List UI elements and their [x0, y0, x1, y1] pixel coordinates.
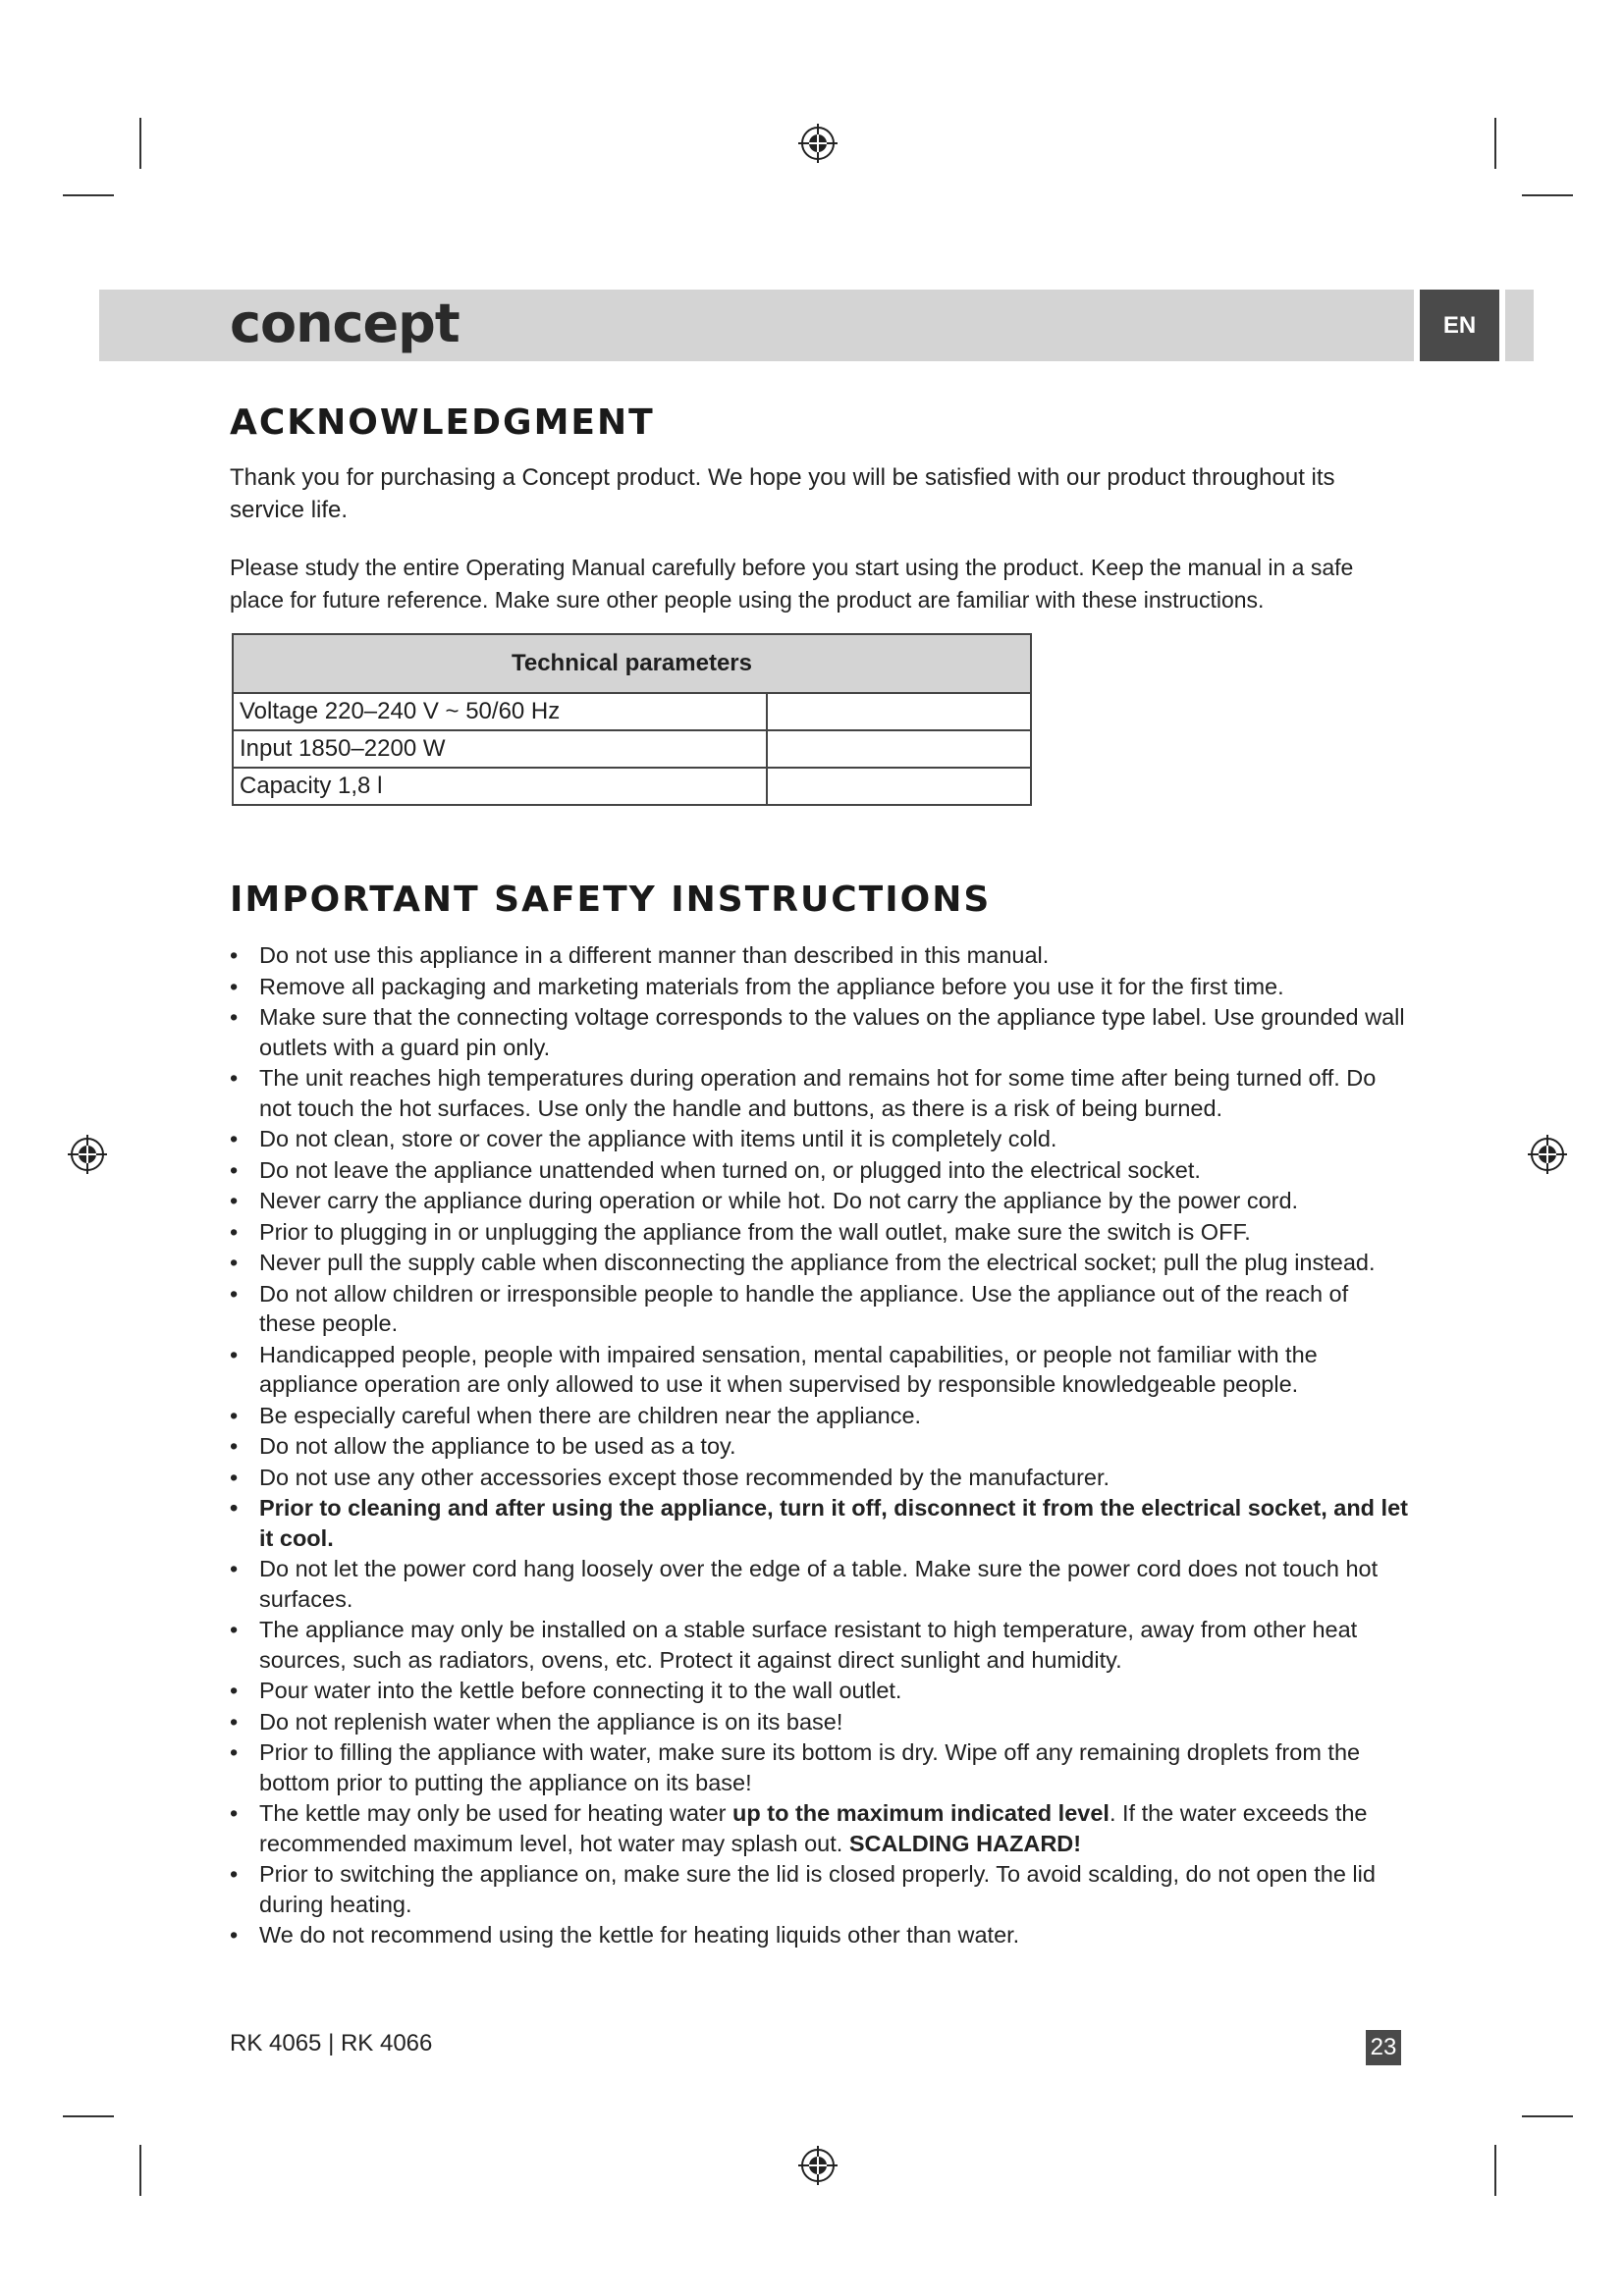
list-item: • Prior to plugging in or unplugging the appliance from the wall outlet, make sure the switch is OFF. [230, 1217, 1408, 1248]
registration-mark-icon [798, 124, 838, 163]
bullet: • [230, 1250, 239, 1275]
bullet: • [230, 1922, 239, 1948]
table-cell [767, 768, 1031, 805]
table-cell: Input 1850–2200 W [233, 730, 767, 768]
table-header: Technical parameters [233, 634, 1031, 693]
bullet: • [230, 1280, 239, 1307]
list-item-max-level: • The kettle may only be used for heating water up to the maximum indicated level. If the water exceeds the recommended maximum level, hot water may splash out. SCALDING HAZARD! [230, 1800, 1368, 1856]
bullet: • [230, 1126, 239, 1151]
technical-parameters-table [232, 633, 1032, 806]
brand-logo: concept [230, 293, 460, 354]
table-cell: Voltage 220–240 V ~ 50/60 Hz [233, 693, 767, 730]
bullet: • [230, 1433, 239, 1459]
crop-mark [139, 118, 141, 169]
list-item: • The unit reaches high temperatures during operation and remains hot for some time after being turned off. Do not touch the hot surfaces. Use only the handle and buttons, as there is a risk of being burned. [230, 1065, 1377, 1121]
scalding-hazard-warning: SCALDING HAZARD! [848, 1830, 1082, 1856]
list-item-emphasis: • Prior to cleaning and after using the appliance, turn it off, disconnect it from the electrical socket, and let it cool. [230, 1495, 1408, 1551]
acknowledgment-paragraph-2 [230, 552, 1408, 616]
table-cell [767, 730, 1031, 768]
list-item: • Never pull the supply cable when disconnecting the appliance from the electrical socket; pull the plug instead. [230, 1248, 1408, 1278]
bullet: • [230, 942, 239, 968]
registration-mark-icon [68, 1135, 107, 1174]
bullet: • [230, 1708, 239, 1735]
bullet: • [230, 1464, 239, 1490]
language-badge: EN [1414, 290, 1505, 361]
list-item: • Do not use any other accessories except those recommended by the manufacturer. [230, 1463, 1408, 1493]
intro-text: Thank you for purchasing a Concept product. We hope you will be satisfied with our product throughout its service life. [230, 464, 1335, 523]
crop-mark [1494, 2145, 1496, 2196]
crop-mark [1522, 194, 1573, 196]
list-item: • Do not use this appliance in a different manner than described in this manual. [230, 940, 1408, 971]
bullet: • [230, 1218, 239, 1245]
list-item: • Handicapped people, people with impaired sensation, mental capabilities, or people not familiar with the appliance operation are only allowed to use it when supervised by responsible knowledgeable people. [230, 1341, 1318, 1397]
table-cell [767, 693, 1031, 730]
bullet: • [230, 1004, 239, 1030]
bullet: • [230, 1156, 239, 1183]
crop-mark [63, 194, 114, 196]
bullet: • [230, 1800, 239, 1826]
bullet: • [230, 1739, 239, 1765]
bullet: • [230, 973, 239, 999]
bullet: • [230, 1617, 239, 1642]
list-item: • Do not allow the appliance to be used as a toy. [230, 1431, 1408, 1462]
max-level-emphasis: up to the maximum indicated level [732, 1800, 1110, 1826]
list-item: • Do not clean, store or cover the appliance with items until it is completely cold. [230, 1124, 1408, 1154]
list-item: • Make sure that the connecting voltage corresponds to the values on the appliance type label. Use grounded wall outlets with a guard pin only. [230, 1004, 1405, 1060]
list-item: • Do not replenish water when the appliance is on its base! [230, 1707, 1408, 1737]
table-row [233, 730, 1031, 768]
acknowledgment-section [230, 402, 1408, 443]
acknowledgment-paragraph-1 [230, 461, 1408, 526]
list-item: • Remove all packaging and marketing materials from the appliance before you use it for the first time. [230, 972, 1408, 1002]
safety-title: IMPORTANT SAFETY INSTRUCTIONS [230, 880, 992, 920]
crop-mark [1494, 118, 1496, 169]
bullet: • [230, 1341, 239, 1367]
header-band [99, 290, 1534, 361]
list-item: • The appliance may only be installed on a stable surface resistant to high temperature, away from other heat sources, such as radiators, ovens, etc. Protect it against direct sunlight and humidity. [230, 1617, 1358, 1673]
bullet: • [230, 1402, 239, 1428]
list-item: • Do not leave the appliance unattended when turned on, or plugged into the electrical socket. [230, 1155, 1408, 1186]
list-item: • Be especially careful when there are children near the appliance. [230, 1401, 1408, 1431]
list-item: • Prior to switching the appliance on, make sure the lid is closed properly. To avoid scalding, do not open the lid during heating. [230, 1861, 1376, 1917]
page-number: 23 [1366, 2030, 1401, 2065]
acknowledgment-title: ACKNOWLEDGMENT [230, 402, 655, 443]
bullet: • [230, 1678, 239, 1703]
list-item: • Never carry the appliance during operation or while hot. Do not carry the appliance by the power cord. [230, 1186, 1408, 1216]
list-item: • Do not allow children or irresponsible people to handle the appliance. Use the appliance out of the reach of these people. [230, 1280, 1349, 1336]
registration-mark-icon [1528, 1135, 1567, 1174]
crop-mark [1522, 2115, 1573, 2117]
registration-mark-icon [798, 2146, 838, 2185]
table-row [233, 768, 1031, 805]
list-item: • Pour water into the kettle before connecting it to the wall outlet. [230, 1676, 1408, 1706]
crop-mark [63, 2115, 114, 2117]
list-item: • Do not let the power cord hang loosely over the edge of a table. Make sure the power cord does not touch hot surfaces. [230, 1556, 1379, 1612]
bullet: • [230, 1065, 239, 1091]
list-item: • We do not recommend using the kettle for heating liquids other than water. [230, 1920, 1408, 1950]
safety-list [230, 940, 1408, 1951]
bullet: • [230, 1495, 239, 1521]
list-item: • Prior to filling the appliance with water, make sure its bottom is dry. Wipe off any remaining droplets from the bottom prior to putting the appliance on its base! [230, 1739, 1361, 1795]
model-number: RK 4065 | RK 4066 [230, 2030, 433, 2056]
manual-note-text: Please study the entire Operating Manual carefully before you start using the product. Keep the manual in a safe place for future reference. Make sure other people using the product are familiar with these instructions. [230, 555, 1354, 613]
table-cell: Capacity 1,8 l [233, 768, 767, 805]
table-row [233, 693, 1031, 730]
bullet: • [230, 1861, 239, 1887]
bullet: • [230, 1556, 239, 1581]
safety-section [230, 880, 1408, 920]
bullet: • [230, 1188, 239, 1213]
crop-mark [139, 2145, 141, 2196]
